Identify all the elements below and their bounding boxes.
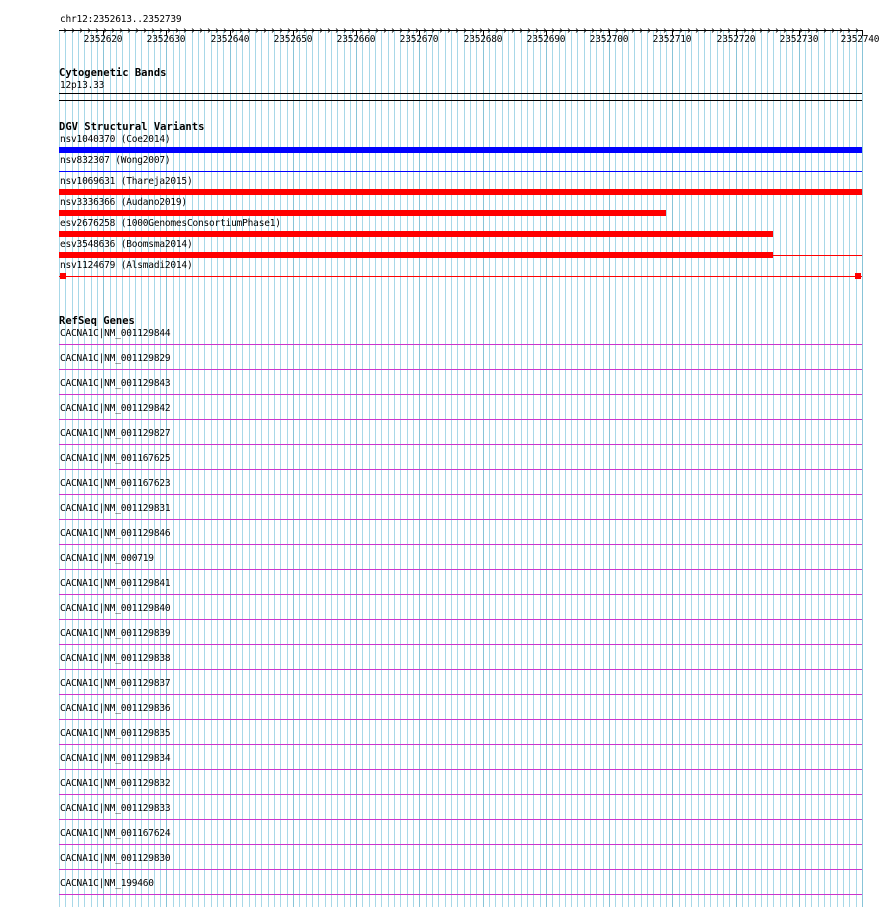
refseq-gene-label: CACNA1C|NM_000719 xyxy=(60,553,154,564)
ruler-arrow-mark xyxy=(512,29,514,33)
ruler-arrow-mark xyxy=(704,29,706,33)
refseq-gene-label: CACNA1C|NM_001129837 xyxy=(60,678,171,689)
ruler-tick-label: 2352740 xyxy=(840,34,880,45)
ruler-arrow-mark xyxy=(192,29,194,33)
refseq-gene-label: CACNA1C|NM_001129844 xyxy=(60,328,171,339)
refseq-gene-label: CACNA1C|NM_001129840 xyxy=(60,603,171,614)
ruler-arrow-mark xyxy=(152,29,154,33)
ruler-arrow-mark xyxy=(504,29,506,33)
ruler-arrow-mark xyxy=(128,29,130,33)
ruler-arrow-mark xyxy=(832,29,834,33)
refseq-gene-label: CACNA1C|NM_199460 xyxy=(60,878,154,889)
refseq-gene-line[interactable] xyxy=(59,869,862,870)
dgv-variant-cap-right[interactable] xyxy=(855,273,861,279)
ruler-arrow-mark xyxy=(248,29,250,33)
ruler-arrow-mark xyxy=(688,29,690,33)
dgv-variant-line[interactable] xyxy=(59,171,862,172)
ruler-tick-label: 2352730 xyxy=(779,34,819,45)
refseq-gene-line[interactable] xyxy=(59,644,862,645)
refseq-gene-line[interactable] xyxy=(59,819,862,820)
refseq-gene-line[interactable] xyxy=(59,569,862,570)
dgv-variant-bar[interactable] xyxy=(59,189,862,195)
ruler-arrow-mark xyxy=(600,29,602,33)
ruler-arrow-mark xyxy=(800,29,802,33)
ruler-arrow-mark xyxy=(392,29,394,33)
ruler-arrow-mark xyxy=(432,29,434,33)
ruler-arrow-mark xyxy=(80,29,82,33)
ruler-arrow-mark xyxy=(816,29,818,33)
ruler-arrow-mark xyxy=(352,29,354,33)
ruler-arrow-mark xyxy=(560,29,562,33)
ruler-tick-label: 2352620 xyxy=(83,34,123,45)
ruler-arrow-mark xyxy=(312,29,314,33)
ruler-arrow-mark xyxy=(168,29,170,33)
refseq-gene-label: CACNA1C|NM_001129839 xyxy=(60,628,171,639)
refseq-gene-line[interactable] xyxy=(59,344,862,345)
dgv-variant-line[interactable] xyxy=(59,276,862,277)
ruler-arrow-mark xyxy=(240,29,242,33)
ruler-arrow-mark xyxy=(768,29,770,33)
refseq-gene-label: CACNA1C|NM_001129834 xyxy=(60,753,171,764)
ruler-arrow-mark xyxy=(624,29,626,33)
refseq-gene-line[interactable] xyxy=(59,594,862,595)
ruler-arrow-mark xyxy=(440,29,442,33)
refseq-gene-label: CACNA1C|NM_001167623 xyxy=(60,478,171,489)
ruler-arrow-mark xyxy=(664,29,666,33)
ruler-arrow-mark xyxy=(64,29,66,33)
ruler-arrow-mark xyxy=(112,29,114,33)
refseq-track-title: RefSeq Genes xyxy=(59,315,135,327)
ruler-arrow-mark xyxy=(200,29,202,33)
ruler-arrow-mark xyxy=(264,29,266,33)
refseq-gene-line[interactable] xyxy=(59,744,862,745)
ruler-arrow-mark xyxy=(184,29,186,33)
ruler-arrow-mark xyxy=(520,29,522,33)
ruler-tick-label: 2352680 xyxy=(463,34,503,45)
ruler-tick-label: 2352710 xyxy=(652,34,692,45)
ruler-arrow-mark xyxy=(840,29,842,33)
ruler-arrow-mark xyxy=(592,29,594,33)
refseq-gene-line[interactable] xyxy=(59,469,862,470)
ruler-arrow-mark xyxy=(400,29,402,33)
ruler-arrow-mark xyxy=(176,29,178,33)
ruler-arrow-mark xyxy=(416,29,418,33)
refseq-gene-label: CACNA1C|NM_001129830 xyxy=(60,853,171,864)
dgv-variant-label: nsv1124679 (Alsmadi2014) xyxy=(60,260,193,271)
dgv-variant-bar[interactable] xyxy=(59,252,773,258)
refseq-gene-label: CACNA1C|NM_001129832 xyxy=(60,778,171,789)
refseq-gene-line[interactable] xyxy=(59,494,862,495)
ruler-arrow-mark xyxy=(712,29,714,33)
refseq-gene-label: CACNA1C|NM_001129838 xyxy=(60,653,171,664)
refseq-gene-label: CACNA1C|NM_001129842 xyxy=(60,403,171,414)
ruler-arrow-mark xyxy=(728,29,730,33)
refseq-gene-line[interactable] xyxy=(59,669,862,670)
cytobands-track-title: Cytogenetic Bands xyxy=(59,67,167,79)
ruler-arrow-mark xyxy=(640,29,642,33)
ruler-arrow-mark xyxy=(160,29,162,33)
ruler-arrow-mark xyxy=(424,29,426,33)
refseq-gene-label: CACNA1C|NM_001129836 xyxy=(60,703,171,714)
ruler-arrow-mark xyxy=(584,29,586,33)
ruler-arrow-mark xyxy=(616,29,618,33)
ruler-arrow-mark xyxy=(88,29,90,33)
ruler-arrow-mark xyxy=(720,29,722,33)
ruler-arrow-mark xyxy=(784,29,786,33)
dgv-variant-bar[interactable] xyxy=(59,210,666,216)
ruler-arrow-mark xyxy=(208,29,210,33)
ruler-arrow-mark xyxy=(144,29,146,33)
ruler-arrow-mark xyxy=(808,29,810,33)
refseq-gene-label: CACNA1C|NM_001129827 xyxy=(60,428,171,439)
ruler-arrow-mark xyxy=(304,29,306,33)
refseq-gene-line[interactable] xyxy=(59,894,862,895)
ruler-arrow-mark xyxy=(528,29,530,33)
ruler-arrow-mark xyxy=(680,29,682,33)
refseq-gene-line[interactable] xyxy=(59,769,862,770)
ruler-arrow-mark xyxy=(336,29,338,33)
ruler-tick-label: 2352690 xyxy=(526,34,566,45)
refseq-gene-label: CACNA1C|NM_001167625 xyxy=(60,453,171,464)
cytoband-label: 12p13.33 xyxy=(60,80,105,91)
refseq-gene-line[interactable] xyxy=(59,719,862,720)
dgv-variant-bar[interactable] xyxy=(59,231,773,237)
ruler-arrow-mark xyxy=(632,29,634,33)
ruler-arrow-mark xyxy=(824,29,826,33)
ruler-arrow-mark xyxy=(856,29,858,33)
refseq-gene-line[interactable] xyxy=(59,519,862,520)
refseq-gene-label: CACNA1C|NM_001129843 xyxy=(60,378,171,389)
ruler-arrow-mark xyxy=(760,29,762,33)
ruler-arrow-mark xyxy=(536,29,538,33)
dgv-variant-cap-left[interactable] xyxy=(60,273,66,279)
dgv-variant-label: nsv3336366 (Audano2019) xyxy=(60,197,187,208)
refseq-gene-label: CACNA1C|NM_001129846 xyxy=(60,528,171,539)
ruler-arrow-mark xyxy=(488,29,490,33)
ruler-arrow-mark xyxy=(360,29,362,33)
ruler-arrow-mark xyxy=(384,29,386,33)
ruler-arrow-mark xyxy=(568,29,570,33)
ruler-arrow-mark xyxy=(104,29,106,33)
ruler-tick-label: 2352640 xyxy=(210,34,250,45)
cytoband-bar xyxy=(59,93,862,94)
ruler-arrow-mark xyxy=(744,29,746,33)
ruler-arrow-mark xyxy=(288,29,290,33)
refseq-gene-line[interactable] xyxy=(59,694,862,695)
refseq-gene-label: CACNA1C|NM_001129833 xyxy=(60,803,171,814)
refseq-gene-label: CACNA1C|NM_001129829 xyxy=(60,353,171,364)
ruler-arrow-mark xyxy=(696,29,698,33)
dgv-variant-label: nsv1069631 (Thareja2015) xyxy=(60,176,193,187)
refseq-gene-line[interactable] xyxy=(59,369,862,370)
ruler-arrow-mark xyxy=(656,29,658,33)
dgv-variant-tail[interactable] xyxy=(773,255,862,256)
ruler-tick-label: 2352700 xyxy=(589,34,629,45)
dgv-variant-label: esv3548636 (Boomsma2014) xyxy=(60,239,193,250)
ruler-arrow-mark xyxy=(792,29,794,33)
refseq-gene-label: CACNA1C|NM_001129831 xyxy=(60,503,171,514)
refseq-gene-line[interactable] xyxy=(59,444,862,445)
dgv-track-title: DGV Structural Variants xyxy=(59,121,205,133)
ruler-arrow-mark xyxy=(752,29,754,33)
ruler-arrow-mark xyxy=(256,29,258,33)
ruler-arrow-mark xyxy=(776,29,778,33)
refseq-gene-line[interactable] xyxy=(59,794,862,795)
ruler-tick-label: 2352650 xyxy=(273,34,313,45)
ruler-arrow-mark xyxy=(552,29,554,33)
ruler-arrow-mark xyxy=(328,29,330,33)
ruler-arrow-mark xyxy=(464,29,466,33)
dgv-variant-label: esv2676258 (1000GenomesConsortiumPhase1) xyxy=(60,218,281,229)
ruler-tick-label: 2352720 xyxy=(716,34,756,45)
ruler-arrow-mark xyxy=(848,29,850,33)
refseq-gene-line[interactable] xyxy=(59,419,862,420)
cytoband-divider xyxy=(59,100,862,101)
ruler-tick-label: 2352630 xyxy=(146,34,186,45)
refseq-gene-label: CACNA1C|NM_001129841 xyxy=(60,578,171,589)
region-label: chr12:2352613..2352739 xyxy=(60,14,182,25)
refseq-gene-line[interactable] xyxy=(59,394,862,395)
ruler-arrow-mark xyxy=(368,29,370,33)
ruler-arrow-mark xyxy=(232,29,234,33)
ruler-arrow-mark xyxy=(472,29,474,33)
ruler-arrow-mark xyxy=(576,29,578,33)
ruler-arrow-mark xyxy=(480,29,482,33)
refseq-gene-line[interactable] xyxy=(59,544,862,545)
ruler-arrow-mark xyxy=(448,29,450,33)
ruler-arrow-mark xyxy=(320,29,322,33)
ruler-arrow-mark xyxy=(272,29,274,33)
ruler-arrow-mark xyxy=(496,29,498,33)
refseq-gene-label: CACNA1C|NM_001167624 xyxy=(60,828,171,839)
ruler-arrow-mark xyxy=(456,29,458,33)
refseq-gene-label: CACNA1C|NM_001129835 xyxy=(60,728,171,739)
ruler-arrow-mark xyxy=(224,29,226,33)
ruler-arrow-mark xyxy=(96,29,98,33)
ruler-arrows xyxy=(0,0,890,40)
ruler-arrow-mark xyxy=(72,29,74,33)
refseq-gene-line[interactable] xyxy=(59,844,862,845)
ruler-arrow-mark xyxy=(376,29,378,33)
ruler-arrow-mark xyxy=(216,29,218,33)
ruler-arrow-mark xyxy=(120,29,122,33)
ruler-arrow-mark xyxy=(136,29,138,33)
dgv-variant-label: nsv832307 (Wong2007) xyxy=(60,155,171,166)
dgv-variant-bar[interactable] xyxy=(59,147,862,153)
ruler-arrow-mark xyxy=(408,29,410,33)
ruler-tick-label: 2352660 xyxy=(336,34,376,45)
ruler-arrow-mark xyxy=(280,29,282,33)
ruler-arrow-mark xyxy=(344,29,346,33)
dgv-variant-label: nsv1040370 (Coe2014) xyxy=(60,134,171,145)
ruler-tick-label: 2352670 xyxy=(399,34,439,45)
ruler-arrow-mark xyxy=(648,29,650,33)
refseq-gene-line[interactable] xyxy=(59,619,862,620)
ruler-arrow-mark xyxy=(296,29,298,33)
